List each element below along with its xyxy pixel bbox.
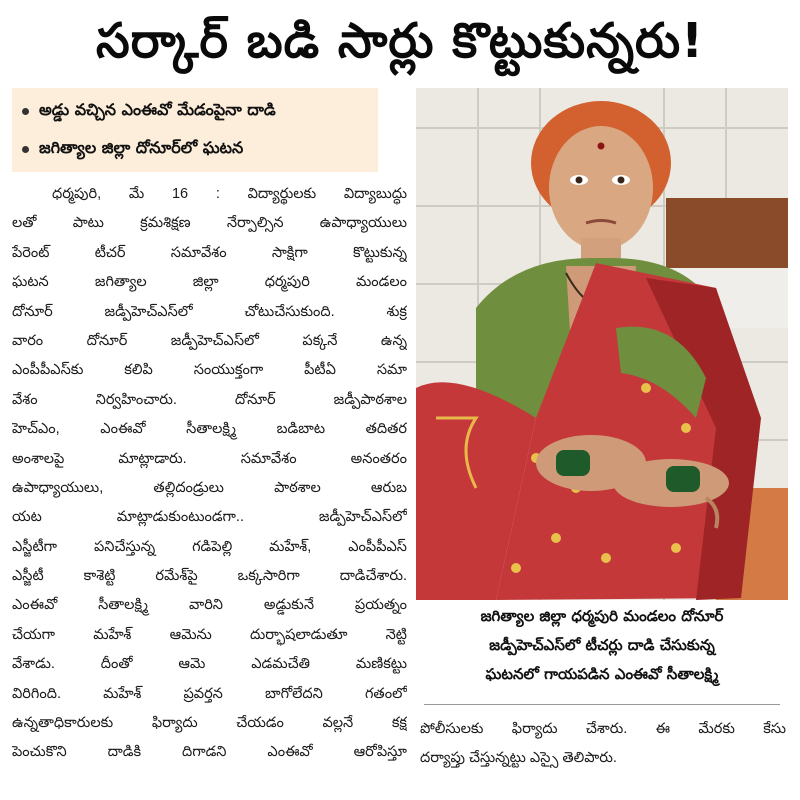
- article-body: [12, 180, 407, 792]
- photo-caption: [416, 602, 788, 702]
- body-line: ఘటన జగిత్యాల జిల్లా ధర్మపురి మండలం: [12, 274, 407, 291]
- body-line: వారం దోనూర్ జడ్పీహెచ్ఎస్‌లో పక్కనే ఉన్న: [12, 332, 407, 349]
- subhead-text: అడ్డు వచ్చిన ఎంఈవో మేడంపైనా దాడి: [39, 99, 276, 119]
- body-line: హెచ్ఎం, ఎంఈవో సీతాలక్ష్మి బడిబాట తదితర: [12, 421, 407, 438]
- body-line: యట మాట్లాడుకుంటుండగా.. జడ్పీహెచ్ఎస్‌లో: [12, 509, 407, 526]
- body-line: ఉపాధ్యాయులు, తల్లిదండ్రులు పాఠశాల ఆరుబ: [12, 479, 407, 496]
- body-line: అంశాలపై మాట్లాడారు. సమావేశం అనంతరం: [12, 450, 407, 467]
- bullet-icon: [22, 108, 29, 115]
- body-line: దర్యాప్తు చేస్తున్నట్టు ఎస్సై తెలిపారు.: [420, 750, 617, 767]
- body-line: ఎంపీపీఎస్‌కు కలిపి సంయుక్తంగా పీటీఏ సమా: [12, 362, 407, 379]
- body-line: విరిగింది. మహేశ్ ప్రవర్తన బాగోలేదని గతంలో: [12, 685, 407, 702]
- body-line: ఎస్జీటీగా పనిచేస్తున్న గడిపెల్లి మహేశ్, ఎంపీపీఎస్: [12, 538, 407, 555]
- caption-line: జడ్పీహెచ్ఎస్‌లో టీచర్లు దాడి చేసుకున్న: [489, 636, 715, 654]
- caption-line: జగిత్యాల జిల్లా ధర్మపురి మండలం దోనూర్: [480, 607, 724, 625]
- article-continuation: [420, 715, 786, 785]
- body-line: ఉన్నతాధికారులకు ఫిర్యాదు చేయడం వల్లనే కక్ష: [12, 715, 407, 732]
- body-line: ఎంఈవో సీతాలక్ష్మి వారిని అడ్డుకునే ప్రయత్నం: [12, 597, 407, 614]
- subhead-text: జగిత్యాల జిల్లా దోనూర్‌లో ఘటన: [39, 137, 244, 157]
- body-line: ధర్మపురి, మే 16 : విద్యార్థులకు విద్యాబుద్ధు: [52, 186, 407, 202]
- caption-divider: [424, 704, 780, 705]
- body-line: లతో పాటు క్రమశిక్షణ నేర్పాల్సిన ఉపాధ్యాయులు: [12, 215, 407, 232]
- body-line: చేయగా మహేశ్ ఆమెను దుర్భాషలాడుతూ నెట్టి: [12, 626, 407, 643]
- news-photo: [416, 88, 788, 600]
- bullet-icon: [22, 146, 29, 153]
- body-line: పేరెంట్ టీచర్ సమావేశం సాక్షిగా కొట్టుకున్న: [12, 244, 407, 261]
- subhead-item: [22, 130, 368, 168]
- body-line: పోలీసులకు ఫిర్యాదు చేశారు. ఈ మేరకు కేసు: [420, 721, 786, 737]
- body-line: ఎస్జీటీ కాశెట్టి రమేశ్‌పై ఒక్కసారిగా దాడిచేశారు.: [12, 568, 407, 585]
- body-line: దోనూర్ జడ్పీహెచ్ఎస్‌లో చోటుచేసుకుంది. శుక్ర: [12, 303, 407, 320]
- headline: సర్కార్ బడి సార్లు కొట్టుకున్నరు!: [95, 13, 704, 69]
- caption-line: ఘటనలో గాయపడిన ఎంఈవో సీతాలక్ష్మి: [485, 665, 719, 683]
- woman-in-saree-photo: [416, 88, 788, 600]
- body-line: వేశాడు. దీంతో ఆమె ఎడమచేతి మణికట్టు: [12, 656, 407, 673]
- subheads-box: [12, 88, 378, 172]
- subhead-item: [22, 92, 368, 130]
- body-line: పెంచుకొని దాడికి దిగాడని ఎంఈవో ఆరోపిస్తూ: [12, 744, 407, 761]
- body-line: వేశం నిర్వహించారు. దోనూర్ జడ్పీపాఠశాల: [12, 391, 407, 408]
